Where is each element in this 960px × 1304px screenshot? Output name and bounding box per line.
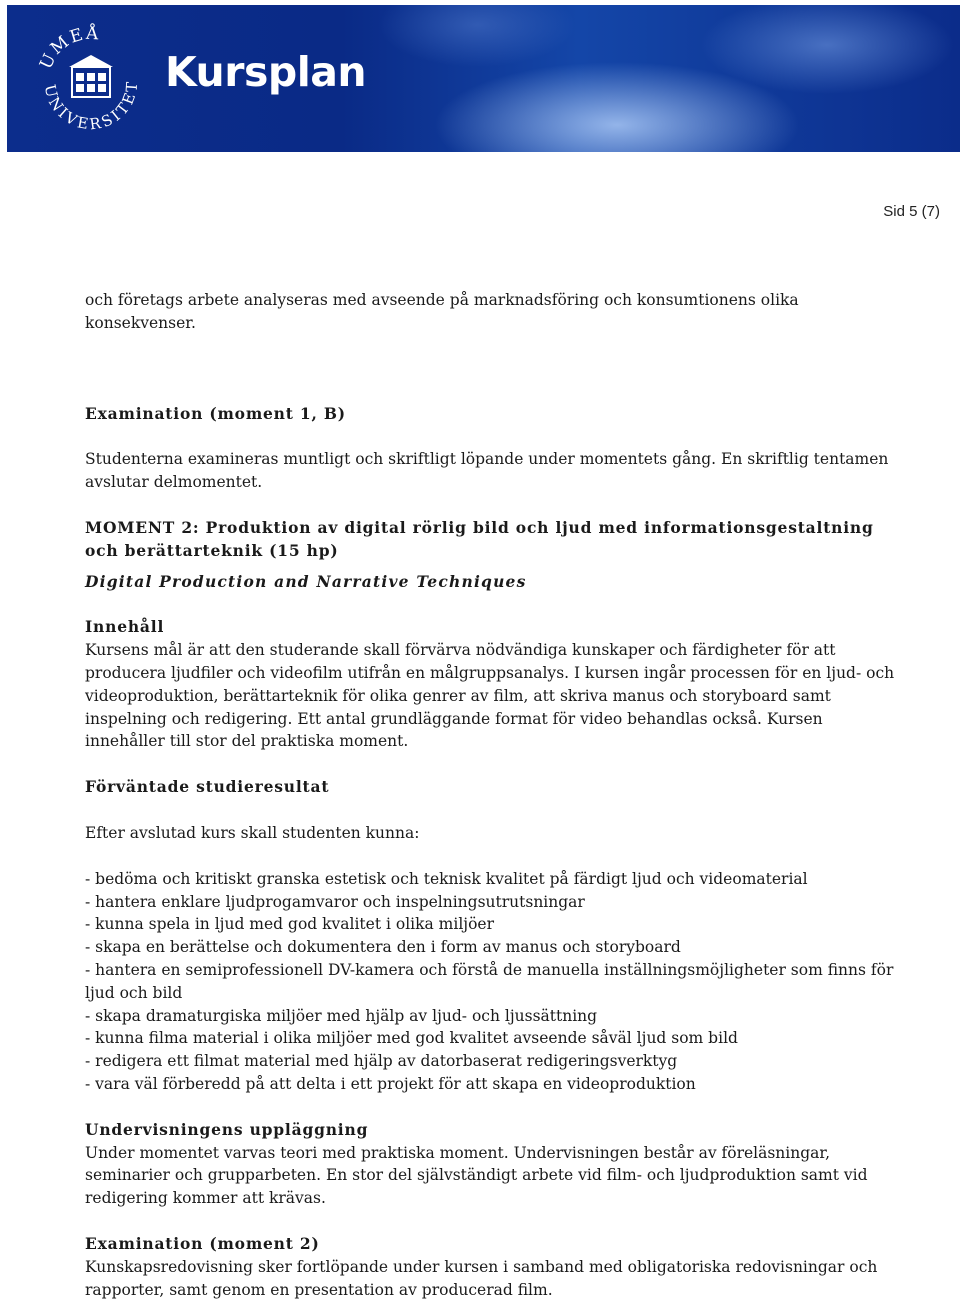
list-item: - redigera ett filmat material med hjälp av datorbaserat redigeringsverktyg xyxy=(85,1052,678,1071)
exam1-text: Studenterna examineras muntligt och skriftligt löpande under momentets gång. En skriftlig tentamen avslutar delmomentet. xyxy=(85,450,889,492)
outcomes-list xyxy=(85,868,895,1096)
moment2-heading: MOMENT 2: Produktion av digital rörlig bild och ljud med informationsgestaltning och berättarteknik (15 hp) xyxy=(85,517,874,560)
list-item: - kunna spela in ljud med god kvalitet i olika miljöer xyxy=(85,915,495,934)
teaching-heading: Undervisningens uppläggning xyxy=(85,1119,369,1139)
outcomes-heading: Förväntade studieresultat xyxy=(85,777,330,797)
list-item: - vara väl förberedd på att delta i ett projekt för att skapa en videoproduktion xyxy=(85,1074,696,1093)
moment2-subtitle: Digital Production and Narrative Techniques xyxy=(85,571,527,591)
list-item: - hantera en semiprofessionell DV-kamera och förstå de manuella inställningsmöjligheter som finns för ljud och bild xyxy=(85,960,894,1002)
teaching-text: Under momentet varvas teori med praktiska moment. Undervisningen består av föreläsningar, seminarier och grupparbeten. En stor del självständigt arbete vid film- och ljudproduktion samt vid redigering kommer att krävas. xyxy=(85,1143,868,1208)
exam1-heading: Examination (moment 1, B) xyxy=(85,403,346,423)
svg-text:UNIVERSITET: UNIVERSITET xyxy=(40,78,142,134)
outcomes-lead: Efter avslutad kurs skall studenten kunna: xyxy=(85,823,420,842)
intro-paragraph: och företags arbete analyseras med avseende på marknadsföring och konsumtionens olika konsekvenser. xyxy=(85,291,799,332)
document-body xyxy=(85,289,895,1301)
content-heading: Innehåll xyxy=(85,617,165,637)
exam2-heading: Examination (moment 2) xyxy=(85,1233,320,1253)
brand-title: Kursplan xyxy=(165,48,367,96)
svg-text:UMEÅ: UMEÅ xyxy=(36,23,101,73)
exam2-text: Kunskapsredovisning sker fortlöpande under kursen i samband med obligatoriska redovisningar och rapporter, samt genom en presentation av producerad film. xyxy=(85,1257,878,1299)
list-item: - skapa dramaturgiska miljöer med hjälp av ljud- och ljussättning xyxy=(85,1006,598,1025)
list-item: - bedöma och kritiskt granska estetisk och teknisk kvalitet på färdigt ljud och videomaterial xyxy=(85,869,808,888)
content-text: Kursens mål är att den studerande skall förvärva nödvändiga kunskaper och färdigheter för att producera ljudfiler och videofilm utifrån en målgruppsanalys. I kursen ingår processen för en ljud- och videoproduktion, berättarteknik för olika genrer av film, att skriva manus och storyboard samt inspelning och redigering. Ett antal grundläggande format för video behandlas också. Kursen innehåller till stor del praktiska moment. xyxy=(85,641,895,751)
umea-university-seal-logo xyxy=(29,19,153,143)
list-item: - kunna filma material i olika miljöer med god kvalitet avseende såväl ljud som bild xyxy=(85,1029,738,1048)
page-number: Sid 5 (7) xyxy=(883,203,940,220)
list-item: - hantera enklare ljudprogamvaror och inspelningsutrutsningar xyxy=(85,892,585,911)
header-banner xyxy=(7,5,960,152)
list-item: - skapa en berättelse och dokumentera den i form av manus och storyboard xyxy=(85,938,681,957)
